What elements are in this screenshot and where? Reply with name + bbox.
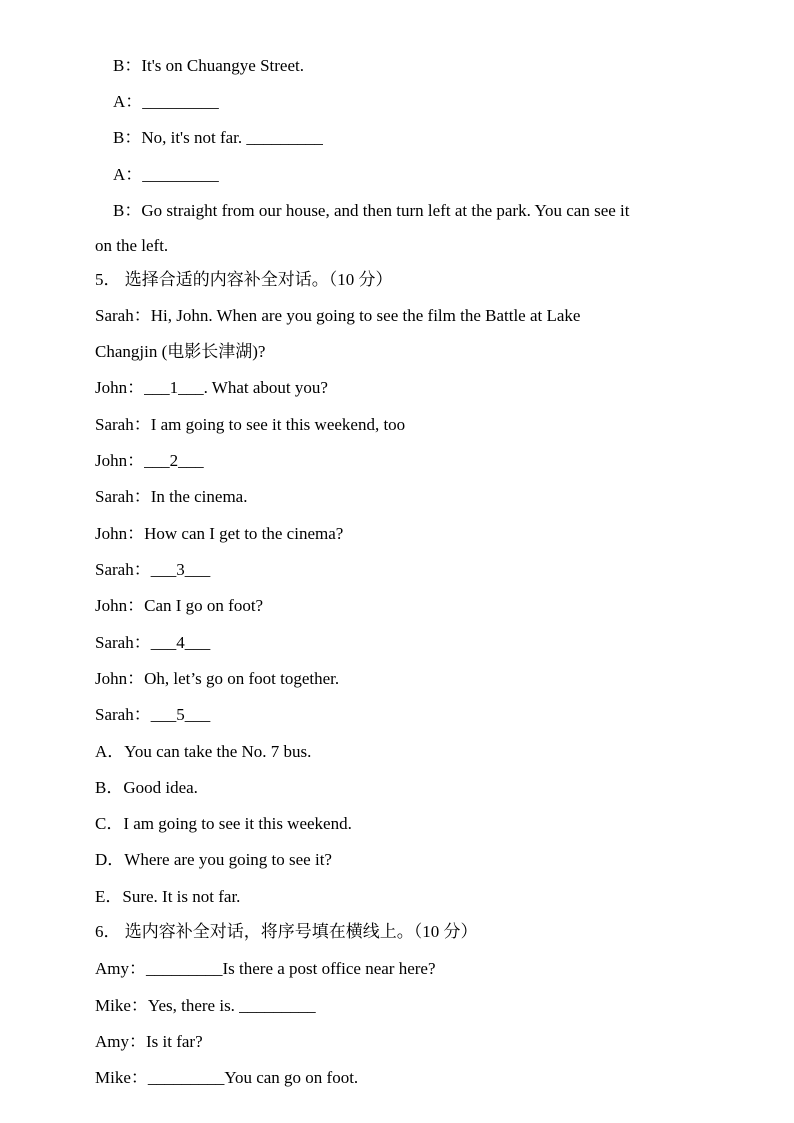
dialogue-line: B：Go straight from our house, and then turn left at the park. You can see it xyxy=(113,201,630,220)
question-heading-6: 6． 选内容补全对话，将序号填在横线上。（10 分） xyxy=(95,922,478,941)
dialogue-line-continuation: Changjin (电影长津湖)? xyxy=(95,342,266,361)
dialogue-line: John：Oh, let’s go on foot together. xyxy=(95,669,340,688)
dialogue-line: John：___1___. What about you? xyxy=(95,378,328,397)
dialogue-line: Amy：_________Is there a post office near here? xyxy=(95,959,436,978)
option-c: C．I am going to see it this weekend. xyxy=(95,814,352,833)
dialogue-line: Sarah：In the cinema. xyxy=(95,487,248,506)
question-heading-5: 5． 选择合适的内容补全对话。（10 分） xyxy=(95,270,393,289)
option-d: D．Where are you going to see it? xyxy=(95,850,332,869)
option-b: B．Good idea. xyxy=(95,778,198,797)
option-a: A．You can take the No. 7 bus. xyxy=(95,742,312,761)
dialogue-line: Sarah：___3___ xyxy=(95,560,211,579)
dialogue-line: A：_________ xyxy=(113,165,219,184)
option-e: E．Sure. It is not far. xyxy=(95,887,241,906)
dialogue-line: Sarah：___5___ xyxy=(95,705,211,724)
dialogue-line: Mike：Yes, there is. _________ xyxy=(95,996,316,1015)
dialogue-line: Amy：Is it far? xyxy=(95,1032,203,1051)
dialogue-line: Sarah：I am going to see it this weekend, too xyxy=(95,415,406,434)
dialogue-line: A：_________ xyxy=(113,92,219,111)
dialogue-line: B：It's on Chuangye Street. xyxy=(113,56,304,75)
dialogue-line: John：Can I go on foot? xyxy=(95,596,264,615)
dialogue-line: John：___2___ xyxy=(95,451,204,470)
dialogue-line: Sarah：Hi, John. When are you going to see the film the Battle at Lake xyxy=(95,306,581,325)
dialogue-line: B：No, it's not far. _________ xyxy=(113,128,323,147)
dialogue-line-continuation: on the left. xyxy=(95,236,169,255)
dialogue-line: Sarah：___4___ xyxy=(95,633,211,652)
dialogue-line: John：How can I get to the cinema? xyxy=(95,524,344,543)
dialogue-line: Mike：_________You can go on foot. xyxy=(95,1068,359,1087)
